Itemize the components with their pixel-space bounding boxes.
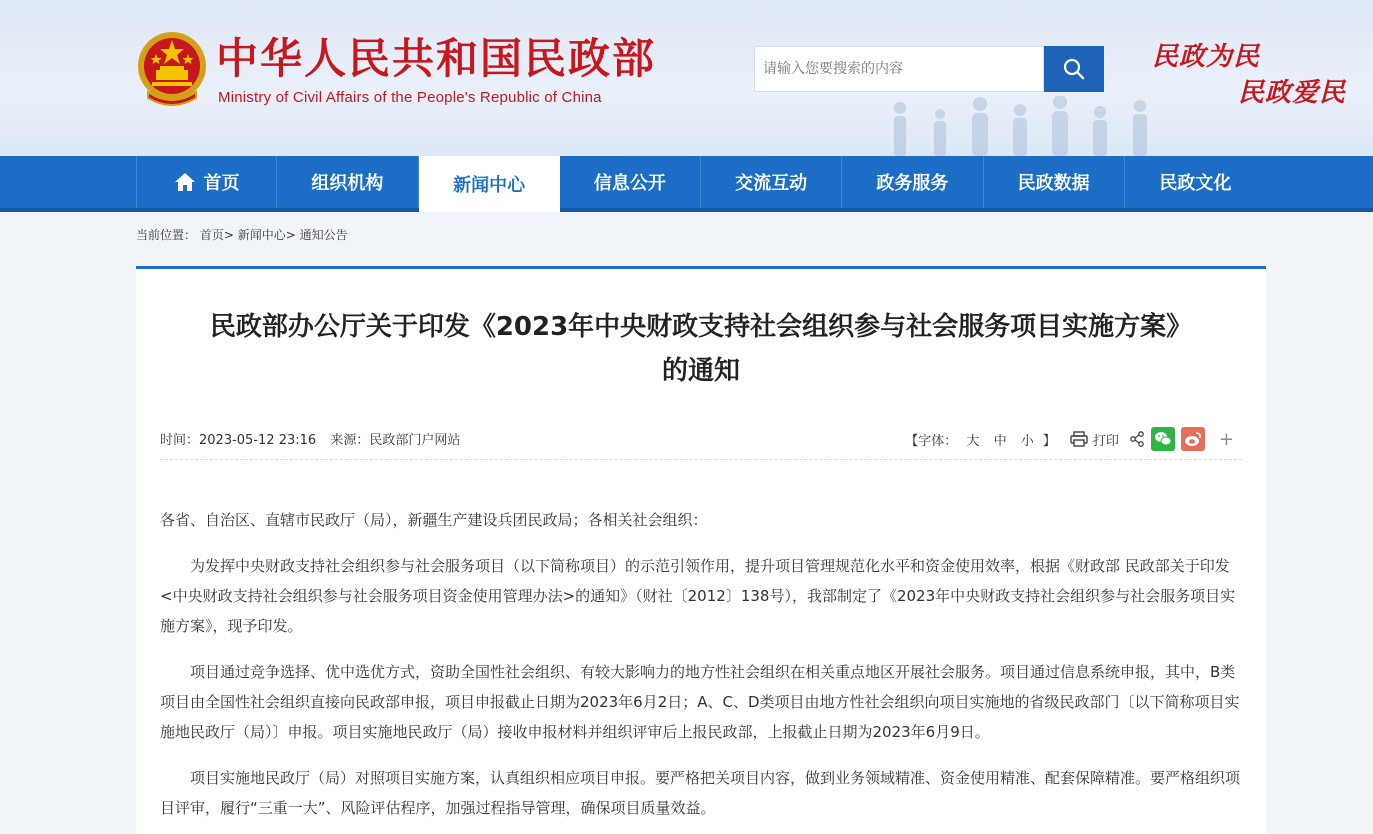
share-icon[interactable] (1129, 431, 1145, 447)
search-button[interactable] (1044, 46, 1104, 92)
article-title-line-1: 民政部办公厅关于印发《2023年中央财政支持社会组织参与社会服务项目实施方案》 (209, 312, 1193, 342)
nav-item-label: 首页 (203, 173, 240, 194)
weibo-icon (1184, 431, 1202, 447)
nav-item-organization[interactable] (277, 156, 418, 208)
nav-item-culture[interactable] (1125, 156, 1266, 208)
printer-icon (1070, 431, 1088, 447)
nav-item-data[interactable] (984, 156, 1125, 208)
home-icon (174, 172, 196, 192)
nav-item-interaction[interactable] (701, 156, 842, 208)
nav-item-label: 组织机构 (311, 173, 384, 194)
font-label-open: 【字体： (905, 433, 958, 449)
nav-item-services[interactable] (842, 156, 983, 208)
publish-time: 2023-05-12 23:16 (199, 433, 317, 448)
breadcrumb-link-home[interactable]: 首页 (199, 228, 224, 242)
font-size-control (905, 430, 1056, 449)
font-size-small-button[interactable]: 小 (1020, 433, 1034, 449)
meta-divider (160, 459, 1242, 460)
national-emblem-logo (136, 30, 208, 106)
breadcrumb-link-news[interactable]: 新闻中心 (237, 228, 286, 242)
wechat-share-button[interactable] (1151, 427, 1175, 451)
nav-item-home[interactable] (136, 156, 277, 208)
article-meta (160, 427, 1242, 461)
nav-item-label: 交流互动 (735, 173, 808, 194)
nav-item-label: 新闻中心 (453, 175, 526, 196)
article-body (160, 505, 1242, 834)
article-paragraph: 为发挥中央财政支持社会组织参与社会服务项目（以下简称项目）的示范引领作用，提升项目管理规范化水平和资金使用效率，根据《财政部 民政部关于印发<中央财政支持社会组织参与社会服务项目资金使用管理办法>的通知》（财社〔2012〕138号），我部制定了《2023年中央财政支持社会组织参与社会服务项目实施方案》，现予印发。 (160, 557, 1236, 635)
time-label: 时间： (160, 433, 200, 448)
people-silhouette-decoration (870, 96, 1170, 156)
nav-item-label: 民政数据 (1017, 173, 1090, 194)
search-icon (1062, 57, 1086, 81)
nav-item-info-disclosure[interactable] (560, 156, 701, 208)
main-nav (0, 156, 1373, 212)
breadcrumb (136, 226, 348, 243)
article-title-line-2: 的通知 (661, 356, 740, 386)
breadcrumb-prefix: 当前位置： (136, 228, 197, 242)
article-container (136, 266, 1266, 834)
breadcrumb-separator: > (223, 228, 234, 242)
breadcrumb-separator: > (285, 228, 296, 242)
source-label: 来源： (330, 433, 370, 448)
nav-item-label: 民政文化 (1159, 173, 1232, 194)
site-header (0, 0, 1373, 156)
wechat-icon (1154, 431, 1172, 447)
site-subtitle: Ministry of Civil Affairs of the People's Republic of China (218, 89, 602, 106)
source-value: 民政部门户网站 (369, 433, 461, 448)
print-label: 打印 (1092, 433, 1119, 449)
article-paragraph: 项目实施地民政厅（局）对照项目实施方案，认真组织相应项目申报。要严格把关项目内容，做到业务领域精准、资金使用精准、配套保障精准。要严格组织项目评审，履行“三重一大”、风险评估程序，加强过程指导管理，确保项目质量效益。 (160, 769, 1241, 817)
article-paragraph: 项目通过竞争选择、优中选优方式，资助全国性社会组织、有较大影响力的地方性社会组织在相关重点地区开展社会服务。项目通过信息系统申报，其中，B类项目由全国性社会组织直接向民政部申报，项目申报截止日期为2023年6月2日；A、C、D类项目由地方性社会组织向项目实施地的省级民政部门〔以下简称项目实施地民政厅（局）〕申报。项目实施地民政厅（局）接收申报材料并组织评审后上报民政部，上报截止日期为2023年6月9日。 (160, 663, 1240, 741)
breadcrumb-link-notices[interactable]: 通知公告 (299, 228, 348, 242)
article-paragraph-salutation: 各省、自治区、直辖市民政厅（局），新疆生产建设兵团民政局；各相关社会组织： (160, 511, 708, 529)
site-title: 中华人民共和国民政部 (216, 34, 657, 83)
article-title (160, 305, 1242, 393)
font-size-medium-button[interactable]: 中 (993, 433, 1007, 449)
slogan-line-1: 民政为民 (1152, 42, 1261, 72)
font-label-close: 】 (1042, 433, 1056, 449)
nav-item-label: 政务服务 (876, 173, 949, 194)
more-share-button[interactable]: + (1218, 428, 1234, 450)
search-input[interactable] (754, 46, 1044, 92)
nav-item-label: 信息公开 (593, 173, 666, 194)
weibo-share-button[interactable] (1181, 427, 1205, 451)
print-button[interactable] (1070, 430, 1119, 449)
slogan-line-2: 民政爱民 (1238, 78, 1347, 108)
font-size-large-button[interactable]: 大 (966, 433, 980, 449)
nav-item-news-center[interactable] (419, 156, 560, 212)
